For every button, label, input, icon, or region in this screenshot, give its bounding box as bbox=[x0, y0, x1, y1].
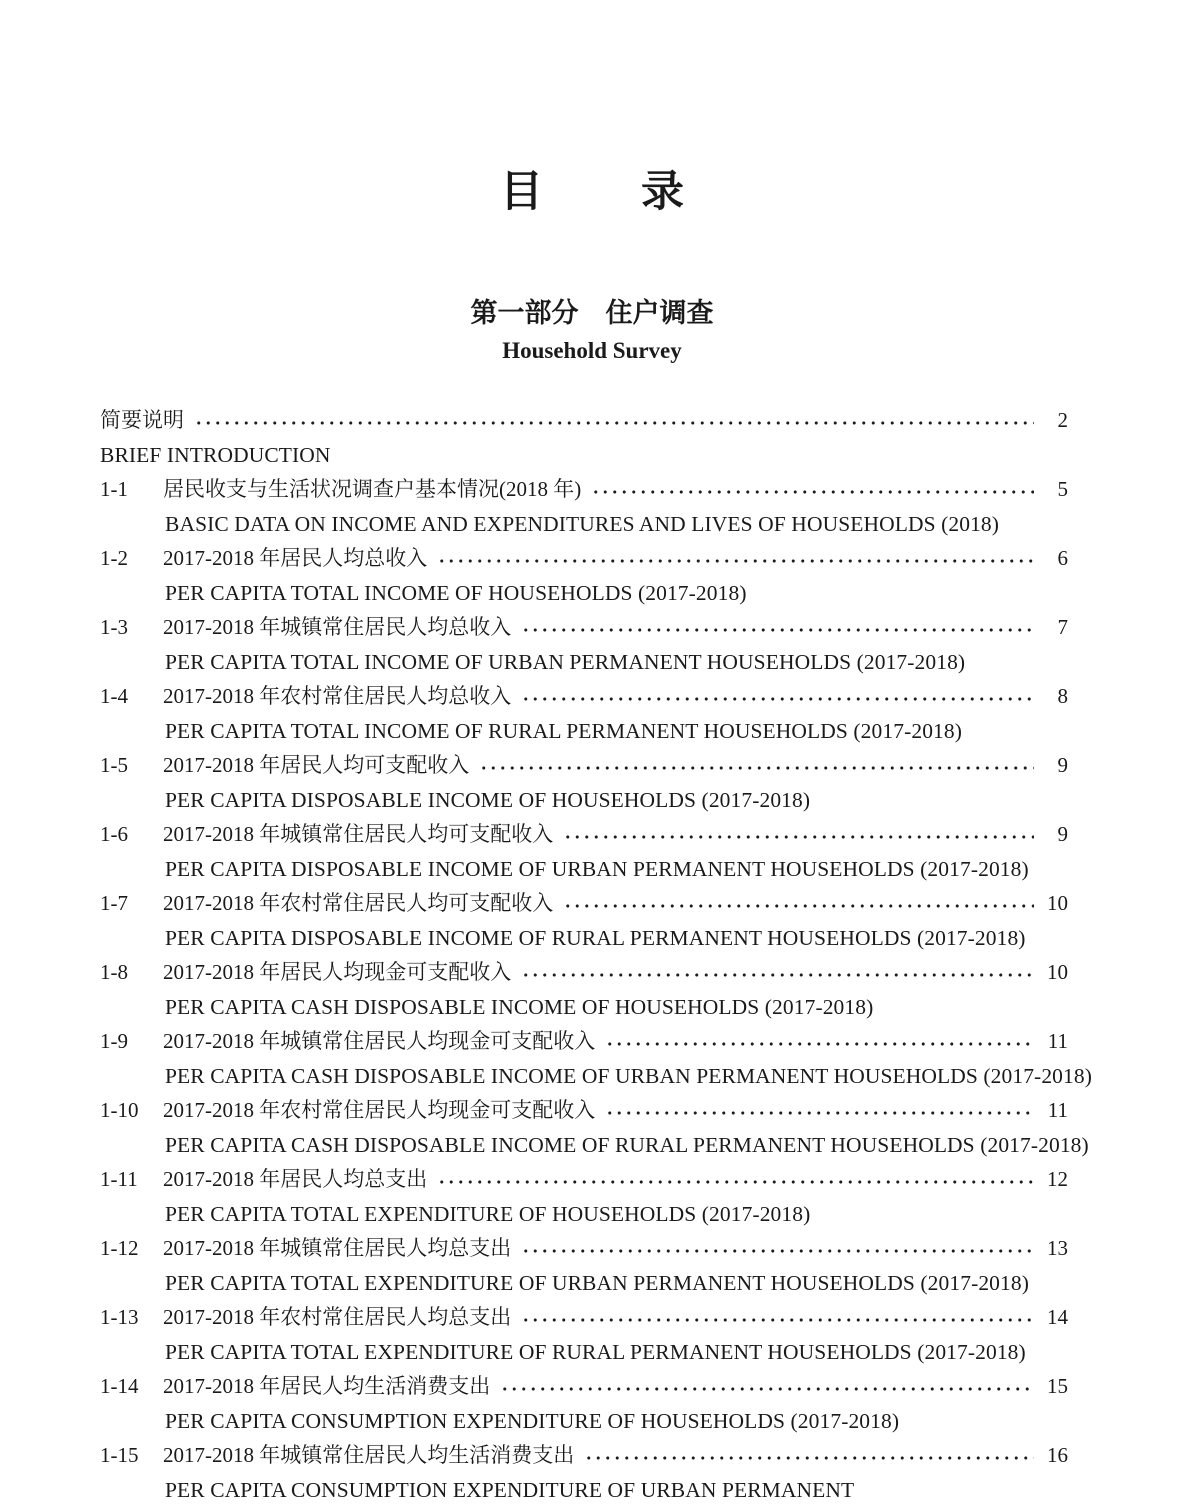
page-title-char-left: 目 bbox=[500, 171, 543, 214]
toc-entry-title-line bbox=[100, 1300, 1068, 1335]
toc-entry bbox=[100, 748, 1068, 817]
toc-entry bbox=[100, 955, 1068, 1024]
dot-leader bbox=[563, 903, 1034, 909]
entry-title-en: PER CAPITA TOTAL INCOME OF RURAL PERMANENT HOUSEHOLDS (2017-2018) bbox=[165, 714, 962, 749]
toc-entry bbox=[100, 817, 1068, 886]
entry-number: 1-6 bbox=[100, 817, 163, 852]
toc-entry bbox=[100, 541, 1068, 610]
entry-title-zh: 居民收支与生活状况调查户基本情况(2018 年) bbox=[163, 472, 581, 507]
entry-title-en: PER CAPITA DISPOSABLE INCOME OF URBAN PERMANENT HOUSEHOLDS (2017-2018) bbox=[165, 852, 1029, 887]
toc-entry bbox=[100, 472, 1068, 541]
toc-entry bbox=[100, 1231, 1068, 1300]
entry-number: 1-15 bbox=[100, 1438, 163, 1473]
toc-entry-title-line bbox=[100, 610, 1068, 645]
entry-title-zh: 2017-2018 年城镇常住居民人均总收入 bbox=[163, 610, 511, 645]
entry-number: 1-9 bbox=[100, 1024, 163, 1059]
dot-leader bbox=[563, 834, 1034, 840]
entry-page-number: 15 bbox=[1044, 1369, 1068, 1404]
entry-title-en: PER CAPITA TOTAL EXPENDITURE OF RURAL PERMANENT HOUSEHOLDS (2017-2018) bbox=[165, 1335, 1026, 1370]
entry-title-en: PER CAPITA CONSUMPTION EXPENDITURE OF HOUSEHOLDS (2017-2018) bbox=[165, 1404, 899, 1439]
toc-entry bbox=[100, 886, 1068, 955]
dot-leader bbox=[605, 1110, 1034, 1116]
toc-entry-title-line bbox=[100, 1024, 1068, 1059]
entry-number: 1-10 bbox=[100, 1093, 163, 1128]
dot-leader bbox=[479, 765, 1034, 771]
toc-entry-english-line bbox=[100, 852, 1068, 887]
toc-entry-english-line bbox=[100, 1473, 1068, 1507]
part-heading-title: 住户调查 bbox=[606, 300, 714, 327]
toc-entry-title-line bbox=[100, 472, 1068, 507]
toc-entry-english-line bbox=[100, 1128, 1068, 1163]
toc-entry bbox=[100, 1024, 1068, 1093]
dot-leader bbox=[521, 627, 1034, 633]
toc-entry bbox=[100, 1369, 1068, 1438]
toc-entry-title-line bbox=[100, 1369, 1068, 1404]
entry-title-zh: 2017-2018 年农村常住居民人均可支配收入 bbox=[163, 886, 553, 921]
entry-title-en: PER CAPITA TOTAL INCOME OF URBAN PERMANENT HOUSEHOLDS (2017-2018) bbox=[165, 645, 965, 680]
entry-number: 1-2 bbox=[100, 541, 163, 576]
entry-number: 1-8 bbox=[100, 955, 163, 990]
toc-entry-english-line bbox=[100, 783, 1068, 818]
entry-title-zh: 2017-2018 年城镇常住居民人均现金可支配收入 bbox=[163, 1024, 595, 1059]
toc-entry bbox=[100, 1300, 1068, 1369]
entry-page-number: 11 bbox=[1044, 1024, 1068, 1059]
toc-entry-title-line bbox=[100, 679, 1068, 714]
dot-leader bbox=[521, 972, 1034, 978]
entry-title-zh: 2017-2018 年农村常住居民人均总收入 bbox=[163, 679, 511, 714]
toc-entry-title-line bbox=[100, 748, 1068, 783]
toc-entry-title-line bbox=[100, 1093, 1068, 1128]
part-heading-zh bbox=[0, 300, 1184, 327]
entry-title-zh: 2017-2018 年农村常住居民人均现金可支配收入 bbox=[163, 1093, 595, 1128]
entry-page-number: 7 bbox=[1044, 610, 1068, 645]
toc-entry bbox=[100, 610, 1068, 679]
entry-page-number: 12 bbox=[1044, 1162, 1068, 1197]
dot-leader bbox=[521, 1317, 1034, 1323]
dot-leader bbox=[194, 420, 1034, 426]
entry-page-number: 8 bbox=[1044, 679, 1068, 714]
toc-entry-title-line bbox=[100, 955, 1068, 990]
entry-title-zh: 2017-2018 年居民人均现金可支配收入 bbox=[163, 955, 511, 990]
toc-entry-english-line bbox=[100, 1059, 1068, 1094]
entry-title-en: PER CAPITA CASH DISPOSABLE INCOME OF RURAL PERMANENT HOUSEHOLDS (2017-2018) bbox=[165, 1128, 1089, 1163]
entry-title-zh: 2017-2018 年城镇常住居民人均总支出 bbox=[163, 1231, 511, 1266]
entry-page-number: 10 bbox=[1044, 886, 1068, 921]
toc-entry-english-line bbox=[100, 714, 1068, 749]
entry-page-number: 6 bbox=[1044, 541, 1068, 576]
entry-number: 1-11 bbox=[100, 1162, 163, 1197]
entry-page-number: 11 bbox=[1044, 1093, 1068, 1128]
toc-entry-title-line bbox=[100, 886, 1068, 921]
entry-title-zh: 简要说明 bbox=[100, 403, 184, 438]
part-heading-en: Household Survey bbox=[0, 337, 1184, 365]
entry-page-number: 9 bbox=[1044, 748, 1068, 783]
toc-entry-title-line bbox=[100, 1231, 1068, 1266]
entry-title-en: BASIC DATA ON INCOME AND EXPENDITURES AND LIVES OF HOUSEHOLDS (2018) bbox=[165, 507, 999, 542]
dot-leader bbox=[500, 1386, 1034, 1392]
entry-number: 1-5 bbox=[100, 748, 163, 783]
toc-entry-title-line bbox=[100, 1162, 1068, 1197]
dot-leader bbox=[591, 489, 1034, 495]
entry-title-zh: 2017-2018 年居民人均可支配收入 bbox=[163, 748, 469, 783]
toc-list bbox=[100, 403, 1068, 1507]
toc-entry-title-line bbox=[100, 541, 1068, 576]
toc-entry-english-line bbox=[100, 438, 1068, 473]
entry-number: 1-4 bbox=[100, 679, 163, 714]
entry-page-number: 5 bbox=[1044, 472, 1068, 507]
part-heading-label: 第一部分 bbox=[471, 300, 579, 327]
entry-title-zh: 2017-2018 年城镇常住居民人均生活消费支出 bbox=[163, 1438, 574, 1473]
entry-number: 1-3 bbox=[100, 610, 163, 645]
page-title-char-right: 录 bbox=[641, 171, 684, 214]
entry-title-zh: 2017-2018 年城镇常住居民人均可支配收入 bbox=[163, 817, 553, 852]
toc-entry-title-line bbox=[100, 1438, 1068, 1473]
toc-entry-english-line bbox=[100, 1404, 1068, 1439]
toc-entry-english-line bbox=[100, 1197, 1068, 1232]
dot-leader bbox=[437, 558, 1034, 564]
entry-title-en: PER CAPITA CONSUMPTION EXPENDITURE OF URBAN PERMANENT bbox=[165, 1473, 854, 1507]
entry-title-en: PER CAPITA TOTAL INCOME OF HOUSEHOLDS (2017-2018) bbox=[165, 576, 747, 611]
toc-entry-english-line bbox=[100, 990, 1068, 1025]
dot-leader bbox=[521, 696, 1034, 702]
toc-entry bbox=[100, 403, 1068, 472]
toc-entry bbox=[100, 679, 1068, 748]
entry-title-en: PER CAPITA DISPOSABLE INCOME OF RURAL PERMANENT HOUSEHOLDS (2017-2018) bbox=[165, 921, 1026, 956]
entry-title-zh: 2017-2018 年居民人均生活消费支出 bbox=[163, 1369, 490, 1404]
toc-entry-english-line bbox=[100, 1335, 1068, 1370]
entry-number: 1-13 bbox=[100, 1300, 163, 1335]
entry-page-number: 16 bbox=[1044, 1438, 1068, 1473]
toc-entry-english-line bbox=[100, 1266, 1068, 1301]
toc-entry bbox=[100, 1093, 1068, 1162]
entry-number: 1-1 bbox=[100, 472, 163, 507]
entry-page-number: 9 bbox=[1044, 817, 1068, 852]
toc-entry bbox=[100, 1438, 1068, 1507]
entry-page-number: 10 bbox=[1044, 955, 1068, 990]
toc-entry-english-line bbox=[100, 921, 1068, 956]
entry-number: 1-14 bbox=[100, 1369, 163, 1404]
entry-page-number: 13 bbox=[1044, 1231, 1068, 1266]
entry-title-en: PER CAPITA CASH DISPOSABLE INCOME OF HOUSEHOLDS (2017-2018) bbox=[165, 990, 873, 1025]
entry-title-en: PER CAPITA CASH DISPOSABLE INCOME OF URBAN PERMANENT HOUSEHOLDS (2017-2018) bbox=[165, 1059, 1092, 1094]
toc-entry-english-line bbox=[100, 507, 1068, 542]
toc-entry bbox=[100, 1162, 1068, 1231]
dot-leader bbox=[584, 1455, 1034, 1461]
entry-title-zh: 2017-2018 年居民人均总支出 bbox=[163, 1162, 427, 1197]
entry-page-number: 14 bbox=[1044, 1300, 1068, 1335]
toc-entry-english-line bbox=[100, 576, 1068, 611]
entry-title-en: PER CAPITA TOTAL EXPENDITURE OF URBAN PERMANENT HOUSEHOLDS (2017-2018) bbox=[165, 1266, 1029, 1301]
dot-leader bbox=[437, 1179, 1034, 1185]
dot-leader bbox=[521, 1248, 1034, 1254]
entry-number: 1-7 bbox=[100, 886, 163, 921]
entry-title-en: PER CAPITA TOTAL EXPENDITURE OF HOUSEHOLDS (2017-2018) bbox=[165, 1197, 810, 1232]
entry-page-number: 2 bbox=[1044, 403, 1068, 438]
toc-entry-english-line bbox=[100, 645, 1068, 680]
entry-title-zh: 2017-2018 年农村常住居民人均总支出 bbox=[163, 1300, 511, 1335]
toc-entry-title-line bbox=[100, 403, 1068, 438]
entry-title-en: BRIEF INTRODUCTION bbox=[100, 438, 331, 473]
dot-leader bbox=[605, 1041, 1034, 1047]
entry-title-en: PER CAPITA DISPOSABLE INCOME OF HOUSEHOLDS (2017-2018) bbox=[165, 783, 810, 818]
page-title bbox=[0, 171, 1184, 214]
toc-entry-title-line bbox=[100, 817, 1068, 852]
entry-title-zh: 2017-2018 年居民人均总收入 bbox=[163, 541, 427, 576]
entry-number: 1-12 bbox=[100, 1231, 163, 1266]
